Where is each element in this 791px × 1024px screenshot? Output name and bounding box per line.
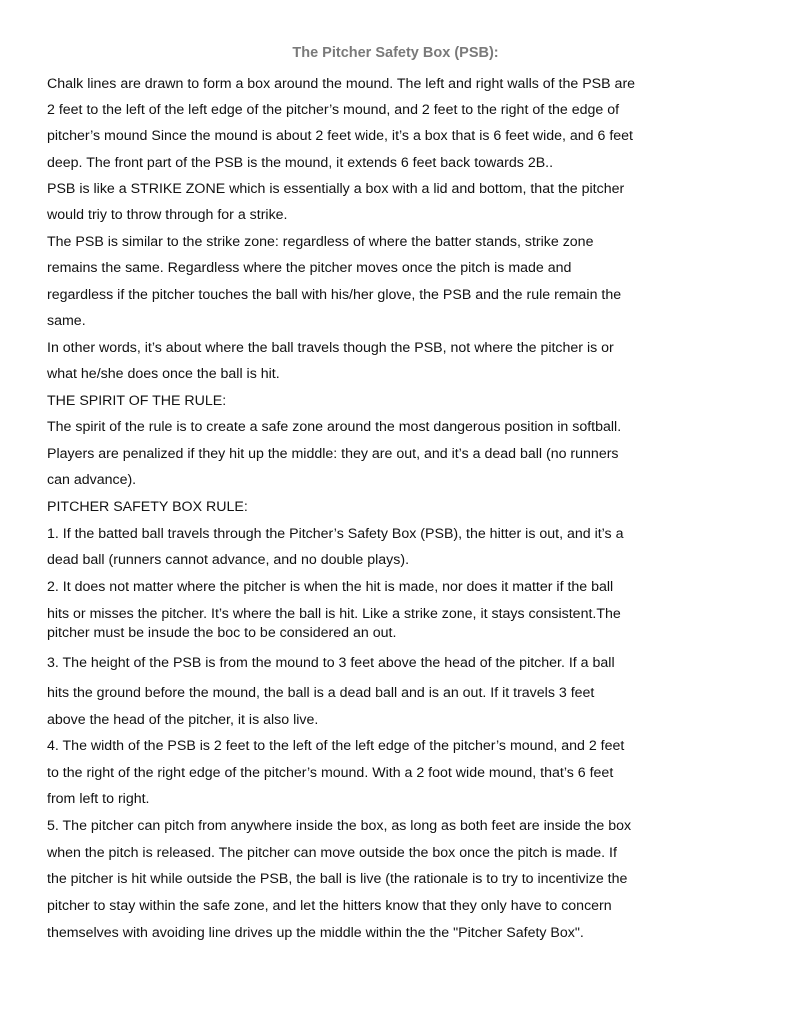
rule-item-line: 4. The width of the PSB is 2 feet to the left of the left edge of the pitcher’s mound, and 2 feet — [47, 738, 625, 754]
paragraph-line: The spirit of the rule is to create a safe zone around the most dangerous position in softball. — [47, 419, 622, 435]
rule-item-line: 2. It does not matter where the pitcher is when the hit is made, nor does it matter if the ball — [47, 579, 614, 595]
paragraph-line: In other words, it’s about where the ball travels though the PSB, not where the pitcher is or — [47, 340, 614, 356]
paragraph-line: same. — [47, 313, 86, 329]
section-heading: THE SPIRIT OF THE RULE: — [47, 393, 227, 409]
paragraph-line: Players are penalized if they hit up the middle: they are out, and it’s a dead ball (no runners — [47, 446, 619, 462]
paragraph-line: Chalk lines are drawn to form a box around the mound. The left and right walls of the PSB are — [47, 76, 636, 92]
paragraph-line: pitcher’s mound Since the mound is about 2 feet wide, it’s a box that is 6 feet wide, and 6 feet — [47, 128, 633, 144]
paragraph-line: 2 feet to the left of the left edge of the pitcher’s mound, and 2 feet to the right of the edge of — [47, 102, 620, 118]
paragraph-line: would triy to throw through for a strike. — [47, 207, 288, 223]
rule-item-line: pitcher to stay within the safe zone, and let the hitters know that they only have to concern — [47, 898, 612, 914]
paragraph-line: regardless if the pitcher touches the ball with his/her glove, the PSB and the rule remain the — [47, 287, 622, 303]
paragraph-line: can advance). — [47, 472, 137, 488]
rule-item-line: hits or misses the pitcher. It’s where the ball is hit. Like a strike zone, it stays consistent.The — [47, 606, 621, 622]
rule-item-line: the pitcher is hit while outside the PSB, the ball is live (the rationale is to try to incentivize the — [47, 871, 628, 887]
paragraph-line: The PSB is similar to the strike zone: regardless of where the batter stands, strike zone — [47, 234, 594, 250]
rule-item-line: from left to right. — [47, 791, 150, 807]
rule-item-line: dead ball (runners cannot advance, and no double plays). — [47, 552, 410, 568]
rule-item-line: when the pitch is released. The pitcher can move outside the box once the pitch is made. If — [47, 845, 617, 861]
paragraph-line: PSB is like a STRIKE ZONE which is essentially a box with a lid and bottom, that the pitcher — [47, 181, 625, 197]
rule-item-line: hits the ground before the mound, the ball is a dead ball and is an out. If it travels 3 feet — [47, 685, 595, 701]
paragraph-line: what he/she does once the ball is hit. — [47, 366, 280, 382]
rule-item-line: above the head of the pitcher, it is also live. — [47, 712, 319, 728]
rule-item-line: pitcher must be insude the boc to be considered an out. — [47, 625, 397, 641]
rule-item-line: 1. If the batted ball travels through the Pitcher’s Safety Box (PSB), the hitter is out, and it’s a — [47, 526, 624, 542]
rule-item-line: 3. The height of the PSB is from the mound to 3 feet above the head of the pitcher. If a ball — [47, 655, 615, 671]
rule-item-line: 5. The pitcher can pitch from anywhere inside the box, as long as both feet are inside the box — [47, 818, 632, 834]
paragraph-line: deep. The front part of the PSB is the mound, it extends 6 feet back towards 2B.. — [47, 155, 554, 171]
rule-item-line: themselves with avoiding line drives up the middle within the the "Pitcher Safety Box". — [47, 925, 584, 941]
page-title: The Pitcher Safety Box (PSB): — [292, 45, 499, 61]
section-heading: PITCHER SAFETY BOX RULE: — [47, 499, 248, 515]
paragraph-line: remains the same. Regardless where the pitcher moves once the pitch is made and — [47, 260, 572, 276]
rule-item-line: to the right of the right edge of the pitcher’s mound. With a 2 foot wide mound, that’s 6 feet — [47, 765, 614, 781]
